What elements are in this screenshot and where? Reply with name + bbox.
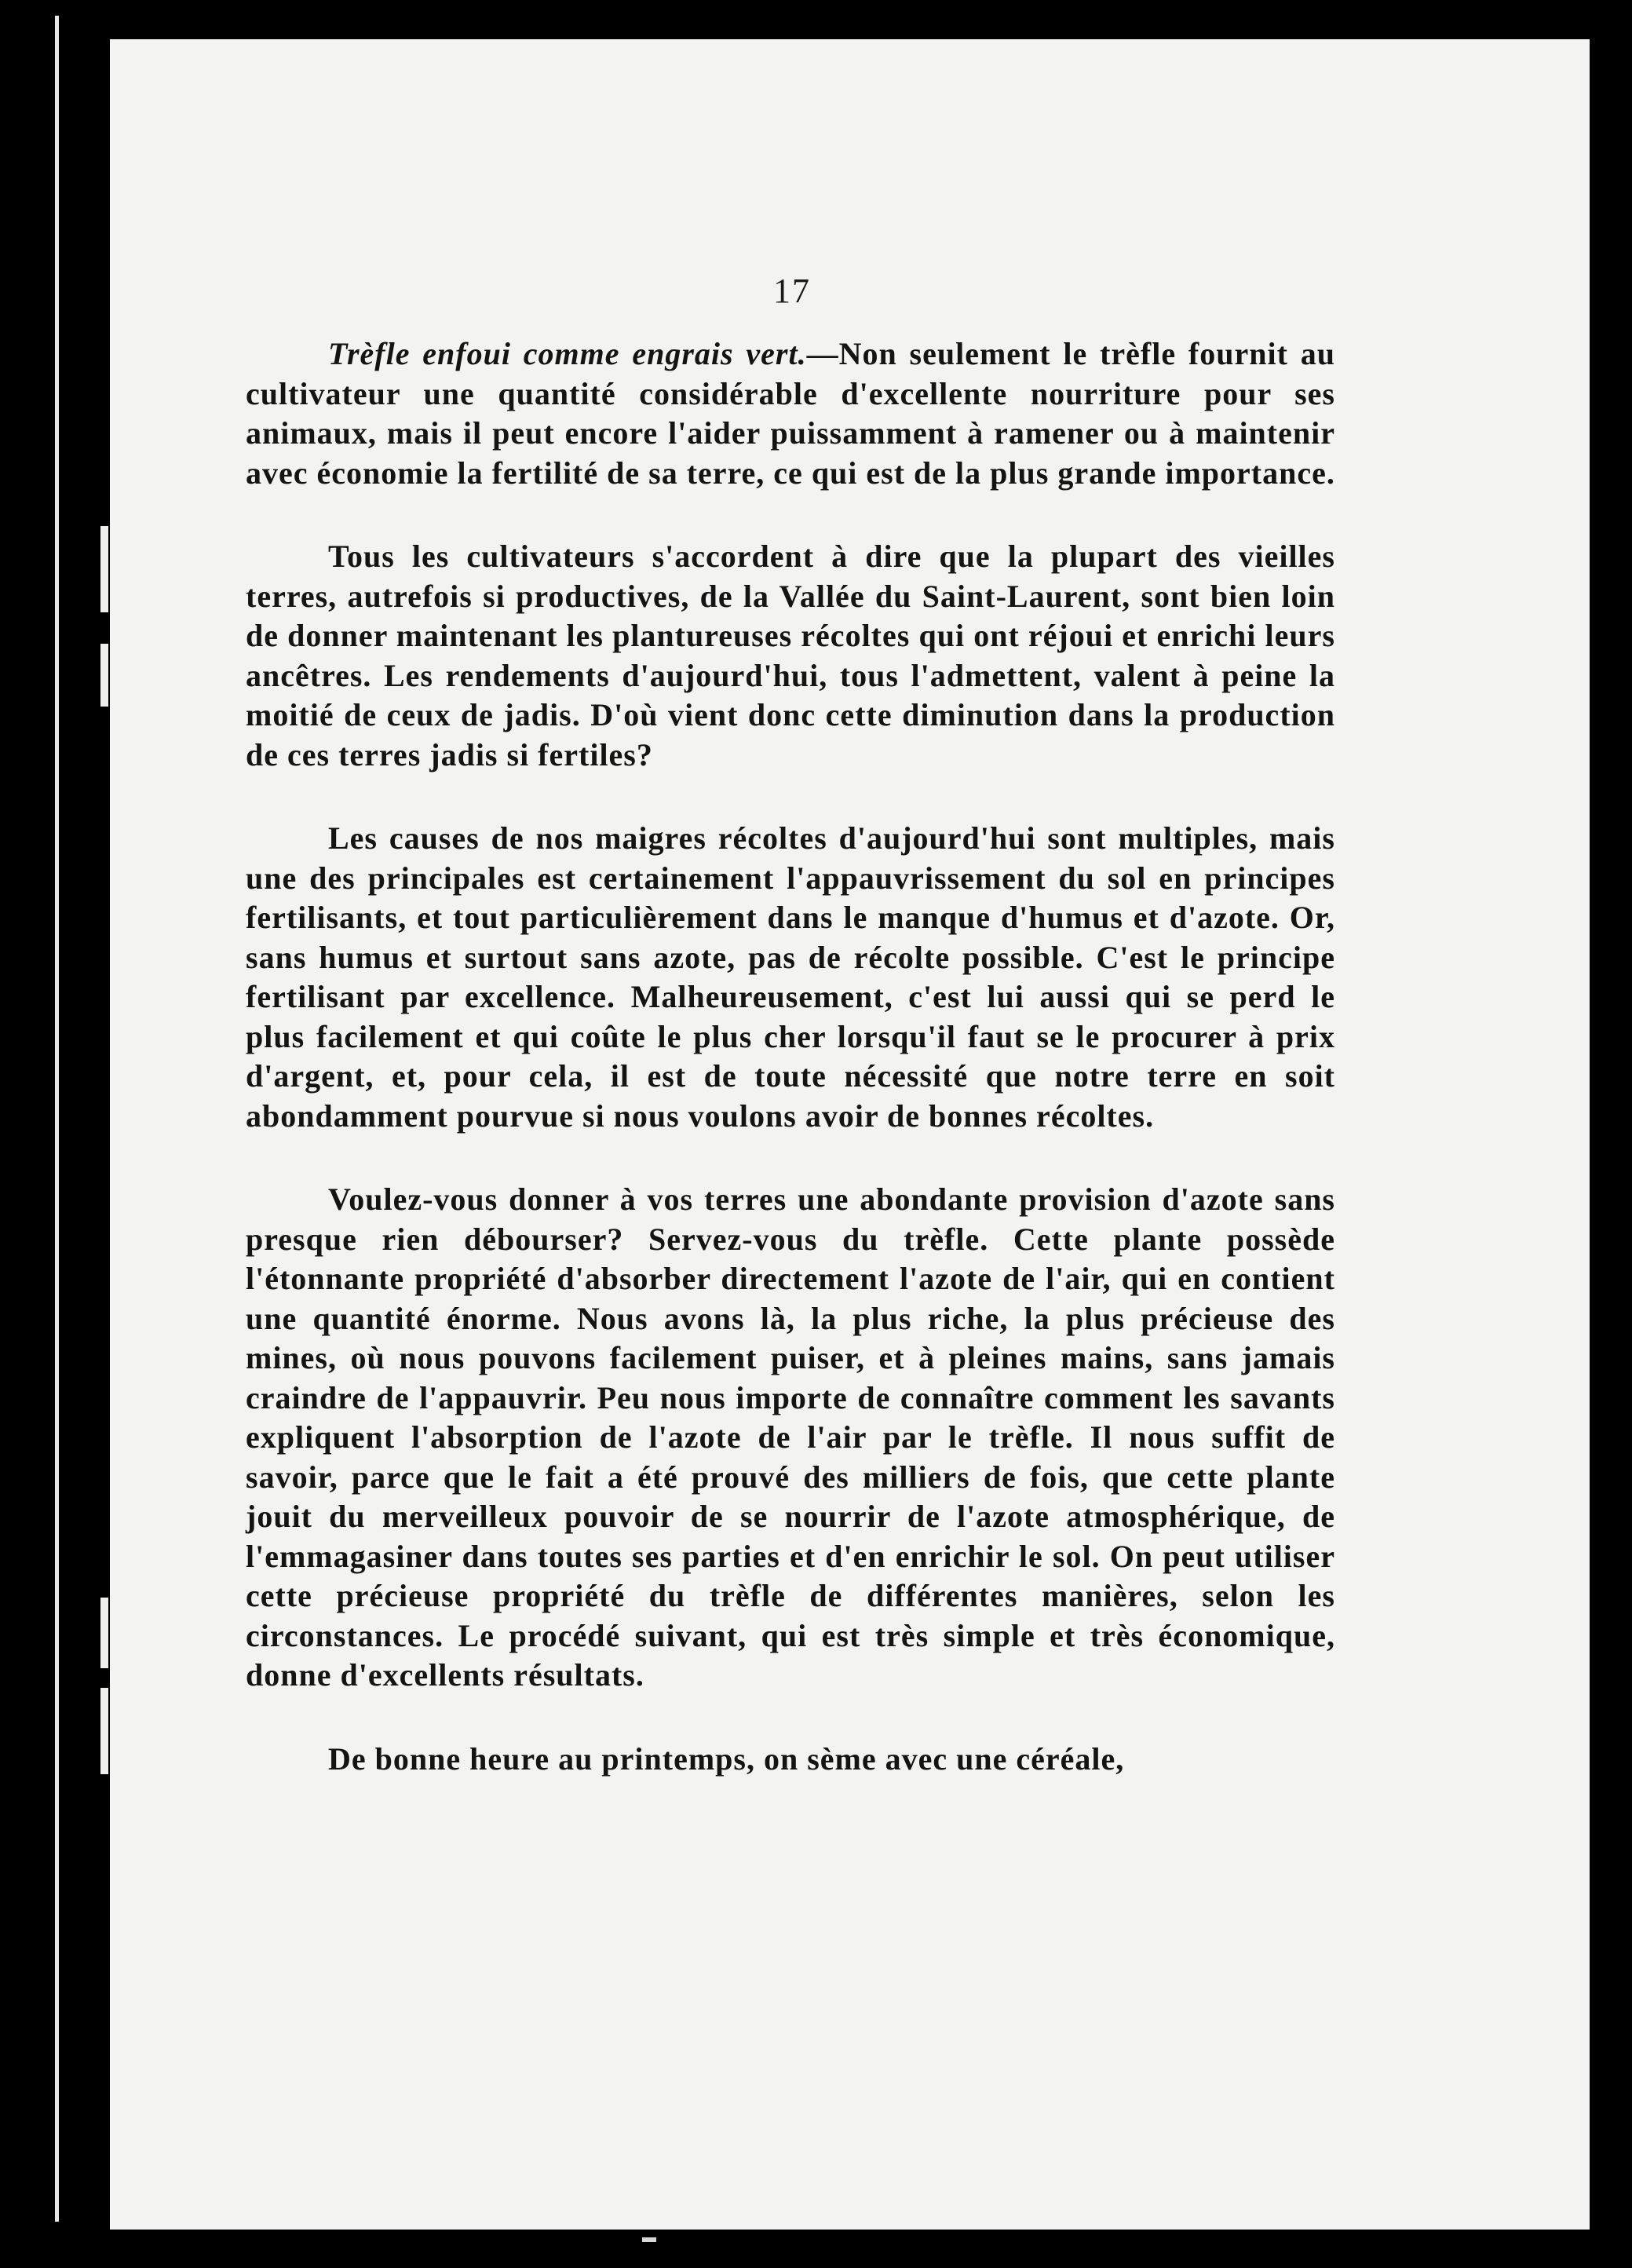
left-border-line — [55, 16, 59, 2222]
section-run-in-heading: Trèfle enfoui comme engrais vert. — [328, 336, 807, 371]
edge-mark-bottom — [100, 1688, 108, 1774]
edge-mark-lower — [100, 1598, 108, 1668]
page-body — [246, 334, 1335, 1823]
edge-mark-middle — [100, 644, 108, 707]
page-number: 17 — [773, 272, 811, 310]
paragraph-5: De bonne heure au printemps, on sème avec une céréale, — [328, 1740, 1125, 1777]
edge-mark-top — [100, 526, 108, 612]
paragraph-1 — [246, 334, 1335, 493]
bottom-edge-mark — [642, 2237, 656, 2242]
paragraph-4: Voulez-vous donner à vos terres une abondante provision d'azote sans presque rien débourser? Servez-vous du trèfle. Cette plante possède l'étonnante propriété d'absorber directement l'azote de l'air, qui en contient une quantité énorme. Nous avons là, la plus riche, la plus précieuse des mines, où nous pouvons facilement puiser, et à pleines mains, sans jamais craindre de l'appauvrir. Peu nous importe de connaître comment les savants expliquent l'absorption de l'azote de l'air par le trèfle. Il nous suffit de savoir, parce que le fait a été prouvé des milliers de fois, que cette plante jouit du merveilleux pouvoir de se nourrir de l'azote atmosphérique, de l'emmagasiner dans toutes ses parties et d'en enrichir le sol. On peut utiliser cette précieuse propriété du trèfle de différentes manières, selon les circonstances. Le procédé suivant, qui est très simple et très économique, donne d'excellents résultats. — [246, 1181, 1335, 1693]
paragraph-1-text: —Non seulement le trèfle fournit au cultivateur une quantité considérable d'excellente nourriture pour ses animaux, mais il peut encore l'aider puissamment à ramener ou à maintenir avec économie la fertilité de sa terre, ce qui est de la plus grande importance. — [246, 336, 1335, 491]
paragraph-2: Tous les cultivateurs s'accordent à dire que la plupart des vieilles terres, autrefois si productives, de la Vallée du Saint-Laurent, sont bien loin de donner maintenant les plantureuses récoltes qui ont réjoui et enrichi leurs ancêtres. Les rendements d'aujourd'hui, tous l'admettent, valent à peine la moitié de ceux de jadis. D'où vient donc cette diminution dans la production de ces terres jadis si fertiles? — [246, 539, 1335, 772]
paragraph-3: Les causes de nos maigres récoltes d'aujourd'hui sont multiples, mais une des principales est certainement l'appauvrissement du sol en principes fertilisants, et tout particulièrement dans le manque d'humus et d'azote. Or, sans humus et surtout sans azote, pas de récolte possible. C'est le principe fertilisant par excellence. Malheureusement, c'est lui aussi qui se perd le plus facilement et qui coûte le plus cher lorsqu'il faut se le procurer à prix d'argent, et, pour cela, il est de toute nécessité que notre terre en soit abondamment pourvue si nous voulons avoir de bonnes récoltes. — [246, 820, 1335, 1134]
